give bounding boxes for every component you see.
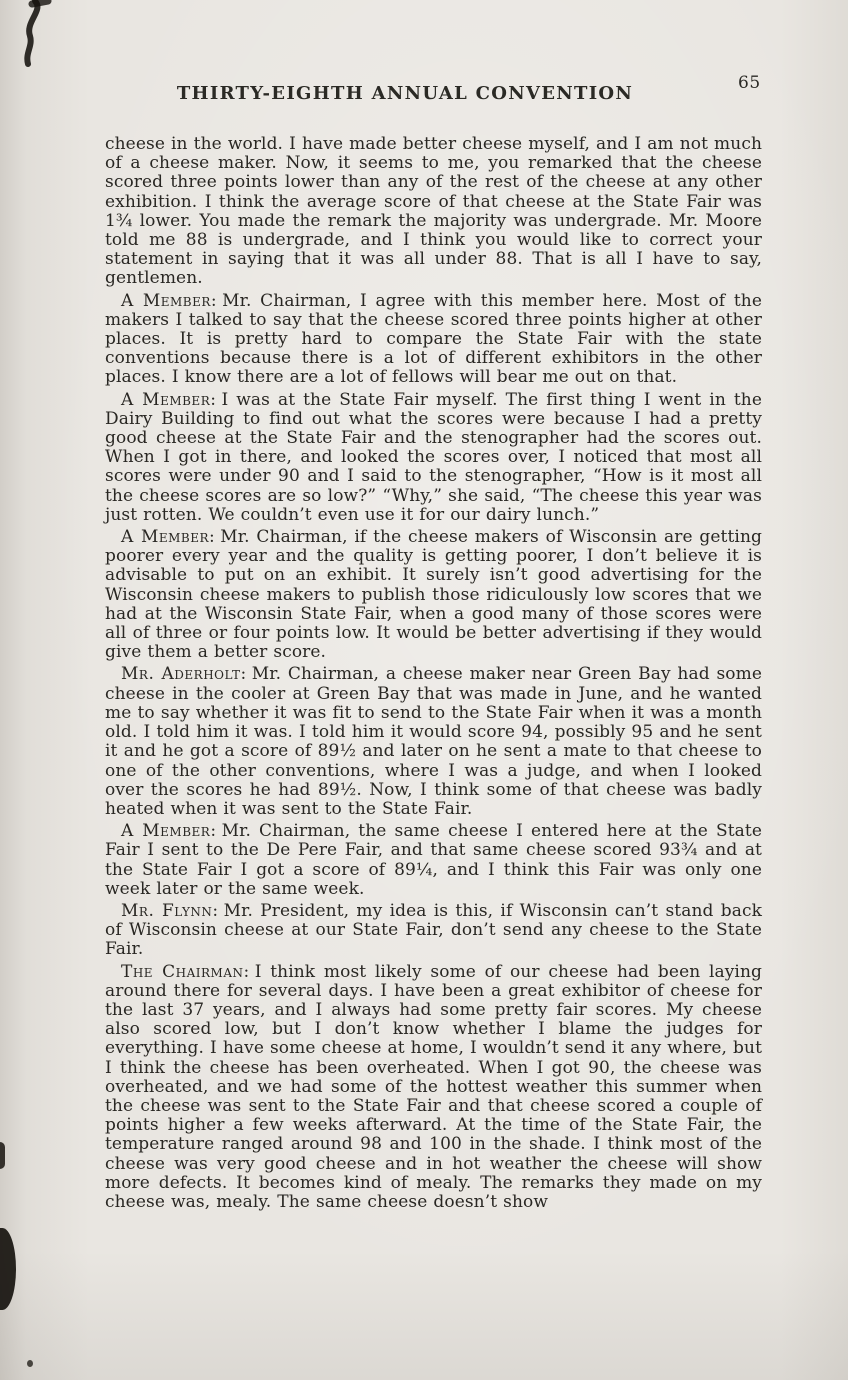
scan-artifact-edge-mark: [0, 1142, 5, 1169]
paragraph-text: I was at the State Fair myself. The first thing I went in the Dairy Building to find out what the scores were because I had a pretty good cheese at the State Fair and the stenographer had the scores out. When I got in there, and looked the scores over, I noticed that most all scores were under 90 and I said to the stenographer, “How is it most all the cheese scores are so low?” “Why,” she said, “The cheese this year was just rotten. We couldn’t even use it for our dairy lunch.”: [105, 389, 762, 525]
paragraph-text: Mr. Chairman, a cheese maker near Green Bay had some cheese in the cooler at Green Bay that was made in June, and he wanted me to say whether it was fit to send to the State Fair when it was a month old. I told him it was. I told him it would score 94, possibly 95 and he sent it and he got a score of 89½ and later on he sent a mate to that cheese to one of the other conventions, where I was a judge, and when I looked over the scores he had 89½. Now, I think some of that cheese was badly heated when it was sent to the State Fair.: [105, 664, 763, 819]
paragraph-text: Mr. President, my idea is this, if Wisconsin can’t stand back of Wisconsin cheese at our State Fair, don’t send any cheese to the State Fair.: [105, 900, 762, 960]
paragraph: [105, 963, 762, 1213]
speaker-label: A Member:: [121, 527, 216, 548]
speaker-label: Mr. Flynn:: [121, 900, 219, 921]
speaker-label: A Member:: [121, 290, 218, 311]
paragraph-text: cheese in the world. I have made better cheese myself, and I am not much of a cheese maker. Now, it seems to me, you remarked that the cheese scored three points lower than any of the rest of the cheese at any other exhibition. I think the average score of that cheese at the State Fair was 1¾ lower. You made the remark the majority was undergrade. Mr. Moore told me 88 is undergrade, and I think you would like to correct your statement in saying that it was all under 88. That is all I have to say, gentlemen.: [105, 134, 762, 289]
paragraph-text: Mr. Chairman, I agree with this member here. Most of the makers I talked to say that the cheese scored three points higher at other places. It is pretty hard to compare the State Fair with the state conventions because there is a lot of different exhibitors in the other places. I know there are a lot of fellows will bear me out on that.: [105, 290, 762, 388]
paragraph: [105, 902, 762, 960]
page-title: THIRTY-EIGHTH ANNUAL CONVENTION: [176, 83, 634, 104]
paragraph-continuation: [105, 135, 762, 289]
paragraph: [105, 528, 762, 662]
speaker-label: Mr. Aderholt:: [121, 664, 247, 685]
paragraph: [105, 391, 762, 525]
scan-artifact-ink-dot: [27, 1360, 33, 1367]
speaker-label: A Member:: [121, 821, 217, 842]
paragraph-text: Mr. Chairman, the same cheese I entered here at the State Fair I sent to the De Pere Fair, and that same cheese scored 93¾ and at the State Fair I got a score of 89¼, and I think this Fair was only one week later or the same week.: [105, 821, 762, 899]
paragraph: [105, 665, 762, 819]
scan-artifact-ink-blob: [0, 1228, 16, 1310]
speaker-label: The Chairman:: [121, 961, 250, 982]
document-body: [105, 135, 762, 1215]
page-number: 65: [738, 73, 761, 93]
speaker-label: A Member:: [121, 389, 217, 410]
paragraph-text: I think most likely some of our cheese had been laying around there for several days. I have been a great exhibitor of cheese for the last 37 years, and I always had some pretty fair scores. My cheese also scored low, but I don’t know whether I blame the judges for everything. I have some cheese at home, I wouldn’t send it any where, but I think the cheese has been overheated. When I got 90, the cheese was overheated, and we had some of the hottest weather this summer when the cheese was sent to the State Fair and that cheese scored a couple of points higher a few weeks afterward. At the time of the State Fair, the temperature ranged around 98 and 100 in the shade. I think most of the cheese was very good cheese and in hot weather the cheese will show more defects. It becomes kind of mealy. The remarks they made on my cheese was, mealy. The same cheese doesn’t show: [105, 961, 763, 1212]
scan-artifact-binding-mark: [8, 0, 54, 68]
paragraph-text: Mr. Chairman, if the cheese makers of Wisconsin are getting poorer every year and the quality is getting poorer, I don’t believe it is advisable to put on an exhibit. It surely isn’t good advertising for the Wisconsin cheese makers to publish those ridiculously low scores that we had at the Wisconsin State Fair, when a good many of those scores were all of three or four points low. It would be better advertising if they would give them a better score.: [105, 527, 762, 663]
paragraph: [105, 292, 762, 388]
paragraph: [105, 822, 762, 899]
